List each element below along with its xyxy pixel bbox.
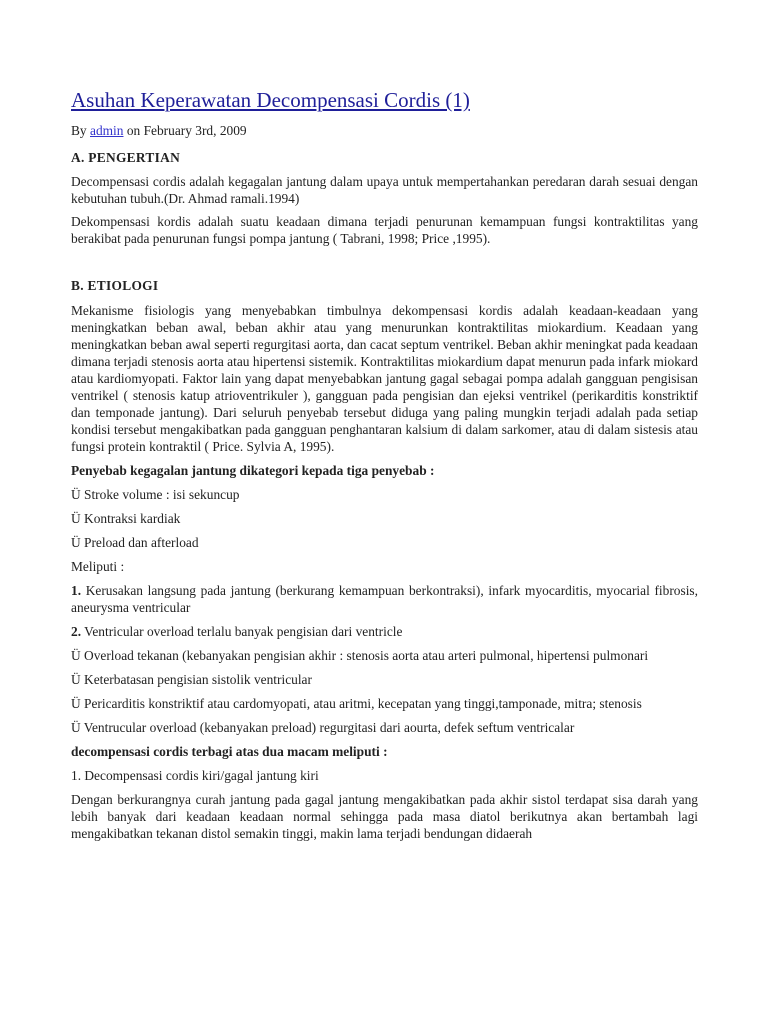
list-item: Ü Ventrucular overload (kebanyakan preload) regurgitasi dari aourta, defek seftum ventricalar xyxy=(71,720,575,735)
list-item: Ü Preload dan afterload xyxy=(71,535,199,550)
list-item: Ü Stroke volume : isi sekuncup xyxy=(71,487,240,502)
item-text: Ventricular overload terlalu banyak pengisian dari ventricle xyxy=(81,624,403,639)
cause-heading xyxy=(71,462,698,479)
item-number: 2. xyxy=(71,624,82,639)
title-link[interactable]: Asuhan Keperawatan Decompensasi Cordis (1) xyxy=(71,88,470,112)
list-item: 1. Decompensasi cordis kiri/gagal jantung kiri xyxy=(71,768,319,783)
heading-etiologi: B. ETIOLOGI xyxy=(71,278,159,293)
paragraph: Dengan berkurangnya curah jantung pada gagal jantung mengakibatkan pada akhir sistol terdapat sisa darah yang lebih banyak dari keadaan keadaan normal sehingga pada masa diatol berikutnya akan bertambah lagi mengakibatkan tekanan distol semakin tinggi, makin lama terjadi bendungan didaerah xyxy=(71,792,698,841)
heading-pengertian: A. PENGERTIAN xyxy=(71,150,181,165)
list-item xyxy=(71,582,698,616)
types-heading xyxy=(71,743,698,760)
by-label: By xyxy=(71,123,87,138)
list-item xyxy=(71,623,698,640)
list-item: Ü Keterbatasan pengisian sistolik ventricular xyxy=(71,672,312,687)
list-item: Ü Pericarditis konstriktif atau cardomyopati, atau aritmi, kecepatan yang tinggi,tamponade, mitra; stenosis xyxy=(71,696,642,711)
meliputi-label: Meliputi : xyxy=(71,559,125,574)
list-item: Ü Overload tekanan (kebanyakan pengisian akhir : stenosis aorta atau arteri pulmonal, hipertensi pulmonari xyxy=(71,648,649,663)
paragraph: Mekanisme fisiologis yang menyebabkan timbulnya dekompensasi kordis adalah keadaan-keadaan yang meningkatkan beban awal, beban akhir atau yang menurunkan kontraktilitas miokardium. Keadaan yang meningkatkan beban awal seperti regurgitasi aorta, dan cacat septum ventrikel. Beban akhir meningkat pada keadaan dimana terjadi stenosis aorta atau hipertensi sistemik. Kontraktilitas miokardium dapat menurun pada infark miokard atau kardiomyopati. Faktor lain yang dapat menyebabkan jantung gagal sebagai pompa adalah gangguan pengisisan ventrikel ( stenosis katup atrioventrikuler ), gangguan pada pengisian dan ejeksi ventrikel (perikarditis konstriktif dan temponade jantung). Dari seluruh penyebab tersebut diduga yang paling mungkin terjadi adalah pada setiap kondisi tersebut mengakibatkan pada gangguan penghantaran kalsium di dalam sarkomer, atau di dalam sistesis atau fungsi protein kontraktil ( Price. Sylvia A, 1995). xyxy=(71,303,698,454)
item-number: 1. xyxy=(71,583,82,598)
cause-heading-text: Penyebab kegagalan jantung dikategori kepada tiga penyebab : xyxy=(71,463,435,478)
types-heading-text: decompensasi cordis terbagi atas dua macam meliputi : xyxy=(71,744,388,759)
list-item: Ü Kontraksi kardiak xyxy=(71,511,181,526)
author-link[interactable]: admin xyxy=(90,123,124,138)
article xyxy=(71,88,698,842)
post-date: on February 3rd, 2009 xyxy=(126,123,247,138)
paragraph: Dekompensasi kordis adalah suatu keadaan dimana terjadi penurunan kemampuan fungsi kontraktilitas yang berakibat pada penurunan fungsi pompa jantung ( Tabrani, 1998; Price ,1995). xyxy=(71,214,698,246)
paragraph: Decompensasi cordis adalah kegagalan jantung dalam upaya untuk mempertahankan peredaran darah sesuai dengan kebutuhan tubuh.(Dr. Ahmad ramali.1994) xyxy=(71,174,698,206)
post-meta xyxy=(71,122,698,139)
item-text: Kerusakan langsung pada jantung (berkurang kemampuan berkontraksi), infark myocarditis, myocarial fibrosis, aneurysma ventricular xyxy=(71,583,698,615)
page-title xyxy=(71,88,698,112)
